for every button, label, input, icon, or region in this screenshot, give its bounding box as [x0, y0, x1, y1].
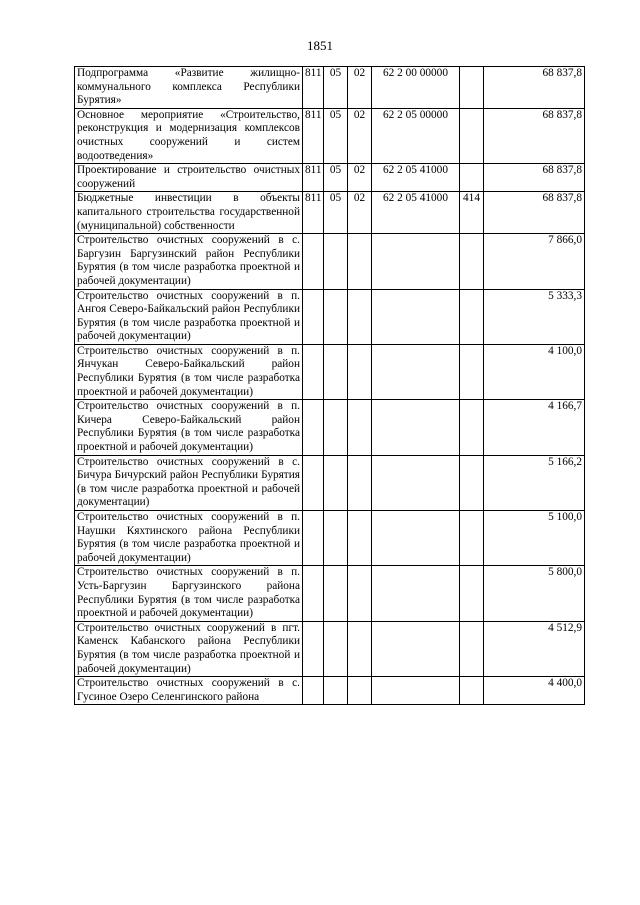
- item-name-cell: Строительство очистных сооружений в с. Гусиное Озеро Селенгинского района: [75, 677, 303, 705]
- amount-cell: 68 837,8: [484, 192, 585, 234]
- table-row: [75, 400, 585, 455]
- section-code-cell: [324, 400, 348, 455]
- table-row: [75, 192, 585, 234]
- amount-cell: 4 166,7: [484, 400, 585, 455]
- target-article-cell: [372, 677, 460, 705]
- expense-type-cell: [460, 234, 484, 289]
- item-name-cell: Проектирование и строительство очистных сооружений: [75, 164, 303, 192]
- target-article-cell: [372, 289, 460, 344]
- target-article-cell: [372, 400, 460, 455]
- section-code-cell: [324, 566, 348, 621]
- table-row: [75, 511, 585, 566]
- table-row: [75, 234, 585, 289]
- target-article-cell: 62 2 05 41000: [372, 192, 460, 234]
- page-number: 1851: [307, 38, 333, 53]
- subsection-code-cell: [348, 677, 372, 705]
- section-code-cell: [324, 344, 348, 399]
- subsection-code-cell: [348, 400, 372, 455]
- table-row: [75, 67, 585, 109]
- section-code-cell: 05: [324, 108, 348, 163]
- subsection-code-cell: [348, 455, 372, 510]
- admin-code-cell: [303, 455, 324, 510]
- expense-type-cell: [460, 400, 484, 455]
- expense-type-cell: [460, 67, 484, 109]
- item-name-cell: Строительство очистных сооружений в п. Кичера Северо-Байкальский район Республики Бурятия (в том числе разработка проектной и рабочей документации): [75, 400, 303, 455]
- expense-type-cell: [460, 108, 484, 163]
- amount-cell: 68 837,8: [484, 108, 585, 163]
- target-article-cell: [372, 234, 460, 289]
- subsection-code-cell: [348, 566, 372, 621]
- expense-type-cell: [460, 164, 484, 192]
- section-code-cell: [324, 677, 348, 705]
- item-name-cell: Строительство очистных сооружений в пгт. Каменск Кабанского района Республики Бурятия (в том числе разработка проектной и рабочей документации): [75, 621, 303, 676]
- section-code-cell: [324, 289, 348, 344]
- expense-type-cell: [460, 566, 484, 621]
- item-name-cell: Строительство очистных сооружений в п. Наушки Кяхтинского района Республики Бурятия (в том числе разработка проектной и рабочей документации): [75, 511, 303, 566]
- expense-type-cell: [460, 289, 484, 344]
- table-row: [75, 108, 585, 163]
- section-code-cell: 05: [324, 67, 348, 109]
- item-name-cell: Строительство очистных сооружений в п. Янчукан Северо-Байкальский район Республики Бурятия (в том числе разработка проектной и рабочей документации): [75, 344, 303, 399]
- admin-code-cell: [303, 344, 324, 399]
- subsection-code-cell: 02: [348, 67, 372, 109]
- amount-cell: 68 837,8: [484, 67, 585, 109]
- admin-code-cell: [303, 621, 324, 676]
- subsection-code-cell: 02: [348, 108, 372, 163]
- item-name-cell: Подпрограмма «Развитие жилищно-коммунального комплекса Республики Бурятия»: [75, 67, 303, 109]
- target-article-cell: 62 2 05 00000: [372, 108, 460, 163]
- admin-code-cell: 811: [303, 67, 324, 109]
- admin-code-cell: [303, 511, 324, 566]
- section-code-cell: 05: [324, 164, 348, 192]
- section-code-cell: [324, 621, 348, 676]
- amount-cell: 4 400,0: [484, 677, 585, 705]
- target-article-cell: 62 2 05 41000: [372, 164, 460, 192]
- target-article-cell: 62 2 00 00000: [372, 67, 460, 109]
- expense-type-cell: [460, 455, 484, 510]
- table-row: [75, 566, 585, 621]
- admin-code-cell: [303, 289, 324, 344]
- item-name-cell: Строительство очистных сооружений в с. Баргузин Баргузинский район Республики Бурятия (в том числе разработка проектной и рабочей документации): [75, 234, 303, 289]
- item-name-cell: Строительство очистных сооружений в п. Усть-Баргузин Баргузинского района Республики Бурятия (в том числе разработка проектной и рабочей документации): [75, 566, 303, 621]
- section-code-cell: [324, 511, 348, 566]
- amount-cell: 5 166,2: [484, 455, 585, 510]
- section-code-cell: 05: [324, 192, 348, 234]
- admin-code-cell: 811: [303, 164, 324, 192]
- admin-code-cell: [303, 566, 324, 621]
- table-row: [75, 164, 585, 192]
- amount-cell: 68 837,8: [484, 164, 585, 192]
- item-name-cell: Строительство очистных сооружений в п. Ангоя Северо-Байкальский район Республики Бурятия (в том числе разработка проектной и рабочей документации): [75, 289, 303, 344]
- budget-table: [74, 66, 585, 705]
- expense-type-cell: [460, 677, 484, 705]
- subsection-code-cell: [348, 344, 372, 399]
- expense-type-cell: [460, 511, 484, 566]
- amount-cell: 5 800,0: [484, 566, 585, 621]
- amount-cell: 5 100,0: [484, 511, 585, 566]
- expense-type-cell: [460, 344, 484, 399]
- subsection-code-cell: [348, 234, 372, 289]
- section-code-cell: [324, 234, 348, 289]
- subsection-code-cell: 02: [348, 192, 372, 234]
- item-name-cell: Строительство очистных сооружений в с. Бичура Бичурский район Республики Бурятия (в том числе разработка проектной и рабочей документации): [75, 455, 303, 510]
- subsection-code-cell: [348, 511, 372, 566]
- admin-code-cell: 811: [303, 192, 324, 234]
- subsection-code-cell: [348, 621, 372, 676]
- admin-code-cell: [303, 677, 324, 705]
- section-code-cell: [324, 455, 348, 510]
- expense-type-cell: [460, 621, 484, 676]
- item-name-cell: Бюджетные инвестиции в объекты капитального строительства государственной (муниципальной) собственности: [75, 192, 303, 234]
- expense-type-cell: 414: [460, 192, 484, 234]
- table-row: [75, 344, 585, 399]
- target-article-cell: [372, 511, 460, 566]
- target-article-cell: [372, 621, 460, 676]
- target-article-cell: [372, 566, 460, 621]
- target-article-cell: [372, 344, 460, 399]
- table-row: [75, 455, 585, 510]
- admin-code-cell: [303, 234, 324, 289]
- target-article-cell: [372, 455, 460, 510]
- subsection-code-cell: [348, 289, 372, 344]
- table-row: [75, 677, 585, 705]
- table-body: [75, 67, 585, 705]
- admin-code-cell: [303, 400, 324, 455]
- table-row: [75, 289, 585, 344]
- subsection-code-cell: 02: [348, 164, 372, 192]
- amount-cell: 4 512,9: [484, 621, 585, 676]
- amount-cell: 4 100,0: [484, 344, 585, 399]
- admin-code-cell: 811: [303, 108, 324, 163]
- table-row: [75, 621, 585, 676]
- amount-cell: 7 866,0: [484, 234, 585, 289]
- item-name-cell: Основное мероприятие «Строительство, реконструкция и модернизация комплексов очистных сооружений и систем водоотведения»: [75, 108, 303, 163]
- amount-cell: 5 333,3: [484, 289, 585, 344]
